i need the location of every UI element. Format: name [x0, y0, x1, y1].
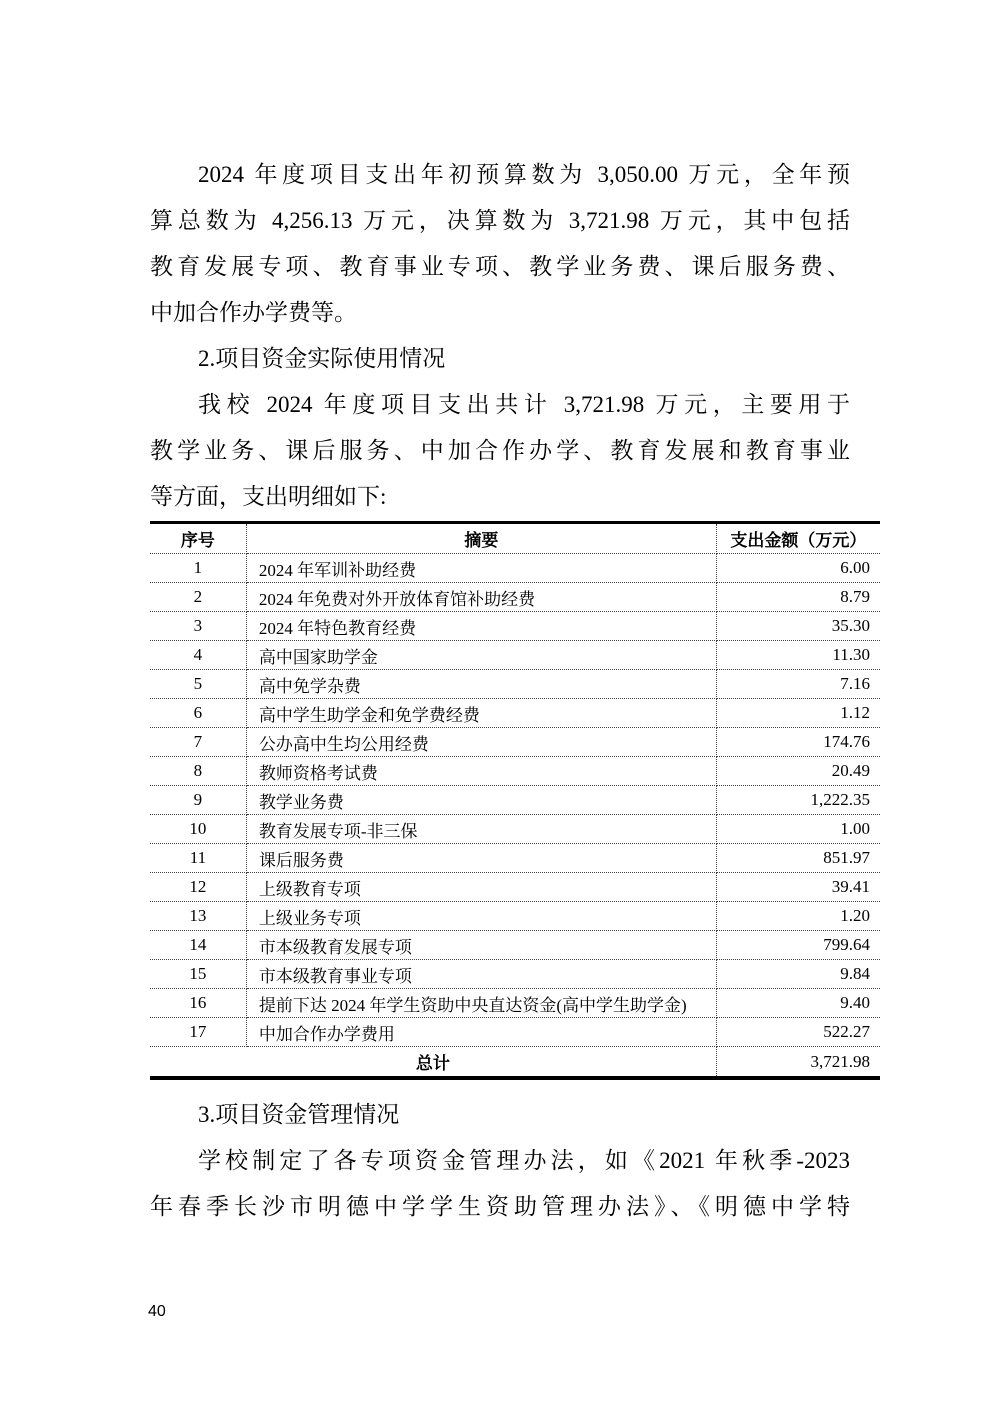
row-summary: 2024 年军训补助经费: [246, 554, 716, 583]
row-summary: 公办高中生均公用经费: [246, 728, 716, 757]
row-summary: 高中免学杂费: [246, 670, 716, 699]
paragraph-usage-summary: [150, 382, 850, 520]
row-index: 5: [150, 670, 246, 699]
row-summary: 课后服务费: [246, 844, 716, 873]
expenditure-table-body: [150, 554, 880, 1047]
table-row: [150, 1018, 880, 1047]
row-index: 6: [150, 699, 246, 728]
table-row: [150, 699, 880, 728]
row-amount: 799.64: [716, 931, 880, 960]
row-summary: 提前下达 2024 年学生资助中央直达资金(高中学生助学金): [246, 989, 716, 1018]
text-line: 2024 年度项目支出年初预算数为 3,050.00 万元，全年预: [198, 162, 850, 187]
row-summary: 高中学生助学金和免学费经费: [246, 699, 716, 728]
row-index: 14: [150, 931, 246, 960]
expenditure-table: [150, 521, 880, 1080]
document-content: [150, 152, 870, 1230]
total-row: [150, 1047, 880, 1079]
table-row: [150, 989, 880, 1018]
row-index: 2: [150, 583, 246, 612]
paragraph-budget-summary: [150, 152, 850, 336]
table-row: [150, 960, 880, 989]
expenditure-table-footer: [150, 1047, 880, 1079]
table-row: [150, 612, 880, 641]
row-amount: 9.40: [716, 989, 880, 1018]
page-number: 40: [148, 1303, 166, 1320]
row-amount: 1.12: [716, 699, 880, 728]
text-line: 教育发展专项、教育事业专项、教学业务费、课后服务费、: [150, 254, 850, 279]
row-summary: 教育发展专项-非三保: [246, 815, 716, 844]
row-amount: 1.00: [716, 815, 880, 844]
row-index: 16: [150, 989, 246, 1018]
text-line: 3.项目资金管理情况: [198, 1102, 400, 1127]
row-index: 13: [150, 902, 246, 931]
table-row: [150, 931, 880, 960]
table-row: [150, 757, 880, 786]
table-row: [150, 583, 880, 612]
text-line: 2.项目资金实际使用情况: [198, 346, 446, 371]
total-amount: 3,721.98: [810, 1051, 870, 1071]
table-row: [150, 554, 880, 583]
col-header-amount: 支出金额（万元）: [716, 523, 880, 554]
row-summary: 2024 年免费对外开放体育馆补助经费: [246, 583, 716, 612]
row-index: 3: [150, 612, 246, 641]
row-summary: 市本级教育发展专项: [246, 931, 716, 960]
row-index: 9: [150, 786, 246, 815]
paragraph-management-summary: [150, 1138, 850, 1230]
text-line: 我校 2024 年度项目支出共计 3,721.98 万元，主要用于: [198, 392, 850, 417]
row-summary: 高中国家助学金: [246, 641, 716, 670]
row-amount: 6.00: [716, 554, 880, 583]
row-amount: 7.16: [716, 670, 880, 699]
row-amount: 35.30: [716, 612, 880, 641]
text-line: 学校制定了各专项资金管理办法，如《2021 年秋季-2023: [198, 1148, 850, 1173]
row-summary: 教师资格考试费: [246, 757, 716, 786]
row-index: 4: [150, 641, 246, 670]
text-line: 教学业务、课后服务、中加合作办学、教育发展和教育事业: [150, 438, 850, 463]
row-index: 15: [150, 960, 246, 989]
expenditure-table-header: [150, 523, 880, 554]
row-amount: 8.79: [716, 583, 880, 612]
header-row: [150, 523, 880, 554]
table-row: [150, 815, 880, 844]
text-line: 算总数为 4,256.13 万元，决算数为 3,721.98 万元，其中包括: [150, 208, 850, 233]
col-header-summary: 摘要: [246, 523, 716, 554]
row-amount: 522.27: [716, 1018, 880, 1047]
row-amount: 9.84: [716, 960, 880, 989]
row-index: 1: [150, 554, 246, 583]
row-amount: 1,222.35: [716, 786, 880, 815]
row-index: 7: [150, 728, 246, 757]
table-row: [150, 670, 880, 699]
heading-section-3: [150, 1092, 850, 1138]
row-index: 10: [150, 815, 246, 844]
row-summary: 上级教育专项: [246, 873, 716, 902]
table-row: [150, 641, 880, 670]
heading-section-2: [150, 336, 850, 382]
row-summary: 上级业务专项: [246, 902, 716, 931]
table-row: [150, 902, 880, 931]
row-amount: 174.76: [716, 728, 880, 757]
text-line: 年春季长沙市明德中学学生资助管理办法》、《明德中学特: [150, 1194, 850, 1219]
row-index: 11: [150, 844, 246, 873]
row-amount: 11.30: [716, 641, 880, 670]
row-amount: 851.97: [716, 844, 880, 873]
text-line: 等方面，支出明细如下:: [150, 484, 387, 509]
row-summary: 教学业务费: [246, 786, 716, 815]
table-row: [150, 786, 880, 815]
row-summary: 中加合作办学费用: [246, 1018, 716, 1047]
row-amount: 39.41: [716, 873, 880, 902]
col-header-index: 序号: [150, 523, 246, 554]
table-row: [150, 873, 880, 902]
row-summary: 市本级教育事业专项: [246, 960, 716, 989]
row-index: 8: [150, 757, 246, 786]
row-amount: 20.49: [716, 757, 880, 786]
text-line: 中加合作办学费等。: [150, 300, 357, 325]
row-index: 12: [150, 873, 246, 902]
table-row: [150, 844, 880, 873]
table-row: [150, 728, 880, 757]
row-amount: 1.20: [716, 902, 880, 931]
row-summary: 2024 年特色教育经费: [246, 612, 716, 641]
row-index: 17: [150, 1018, 246, 1047]
total-label: 总计: [150, 1047, 716, 1079]
